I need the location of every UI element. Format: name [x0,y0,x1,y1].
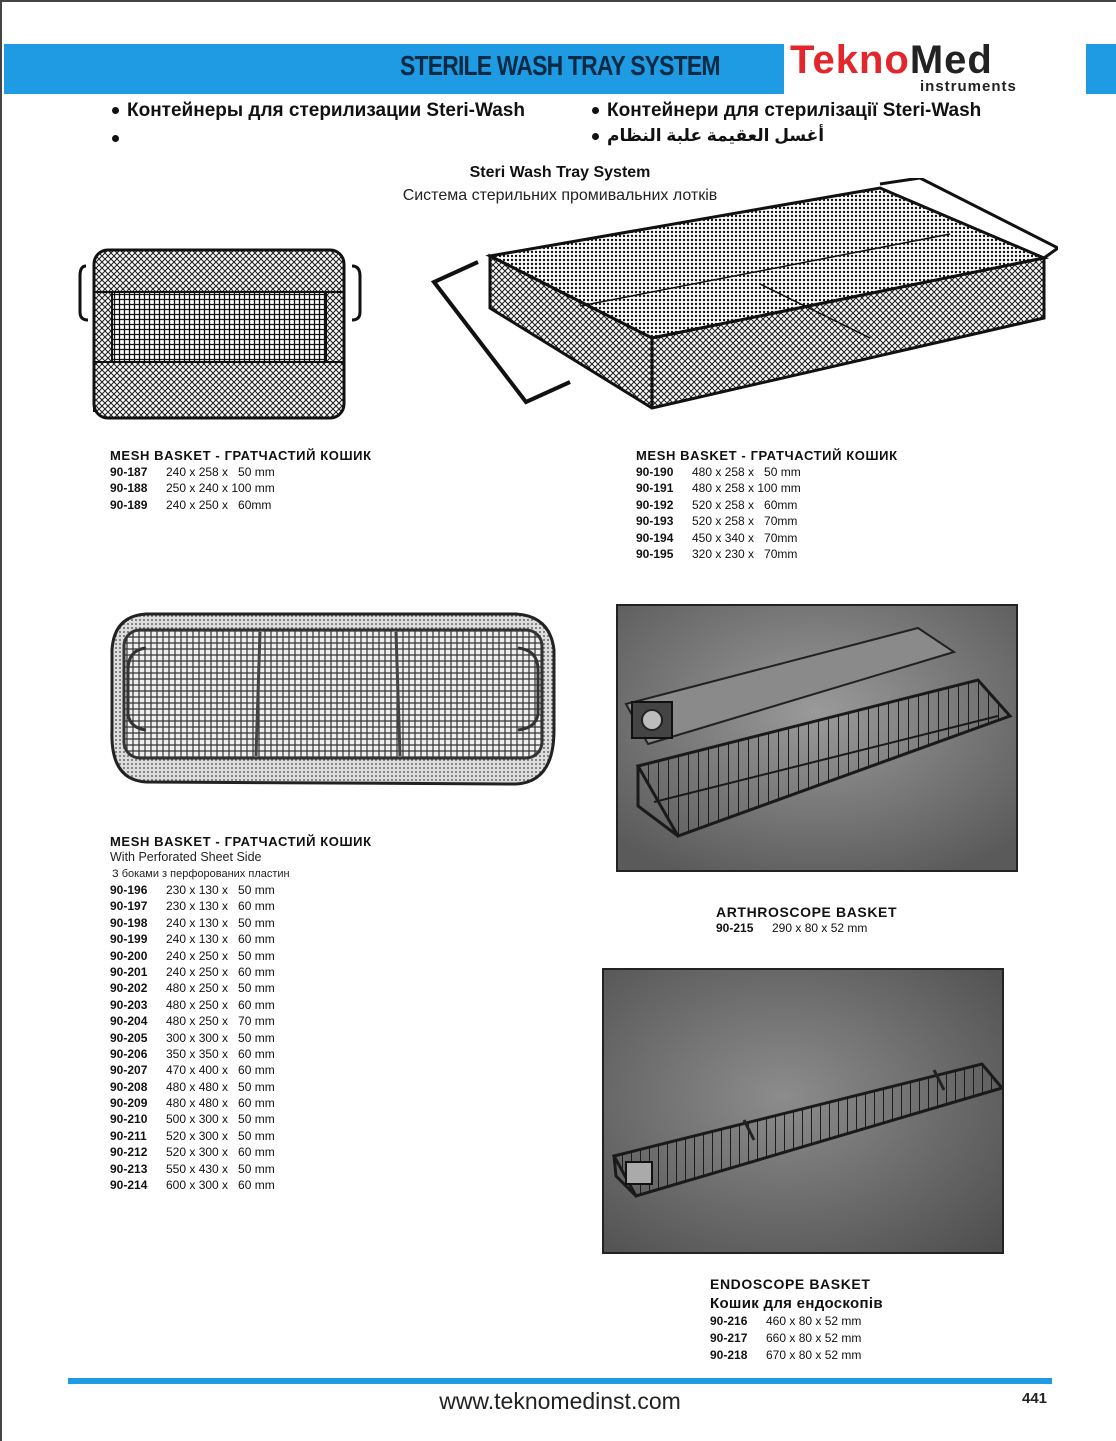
spec-row [110,480,275,496]
mesh-basket-large-image [430,178,1058,426]
spec-row [110,997,275,1013]
product-code: 90-213 [110,1161,148,1176]
page-title: STERILE WASH TRAY SYSTEM [400,50,720,81]
product-code: 90-211 [110,1128,147,1143]
bullet-ukrainian-text: Контейнери для стерилізації Steri-Wash [607,100,982,121]
product-dimensions: 480 x 480 x 60 mm [166,1096,275,1111]
teknomed-logo [790,38,993,83]
product-code: 90-190 [636,465,674,479]
product-dimensions: 480 x 250 x 60 mm [166,997,275,1012]
product-code: 90-202 [110,981,148,996]
product-code: 90-192 [636,497,674,512]
product-code: 90-214 [110,1178,148,1193]
spec-row [110,1177,275,1193]
spec-row [110,1046,275,1062]
spec-row [636,530,801,546]
product-code: 90-194 [636,530,674,545]
product-code: 90-193 [636,514,674,529]
product-dimensions: 480 x 250 x 70 mm [166,1014,275,1029]
spec-row [110,464,275,480]
block4-spec-list [716,920,867,936]
spec-row [110,980,275,996]
block2-spec-list [636,464,801,562]
spec-row [710,1347,861,1364]
logo-text-tekno: Tekno [790,38,910,82]
product-dimensions: 290 x 80 x 52 mm [772,921,868,935]
product-dimensions: 600 x 300 x 60 mm [166,1178,275,1193]
product-code: 90-205 [110,1030,148,1045]
mesh-basket-small-image [72,232,368,428]
product-code: 90-200 [110,948,148,963]
product-code: 90-191 [636,481,674,496]
product-code: 90-189 [110,497,148,512]
bullet-russian-text: Контейнеры для стерилизации Steri-Wash [127,100,525,121]
spec-row [110,915,275,931]
bullet-arabic-text: أغسل العقيمة علبة النظام [607,126,825,145]
block2-heading: MESH BASKET - ГРАТЧАСТИЙ КОШИК [636,448,898,463]
spec-row [110,1095,275,1111]
spec-row [110,1013,275,1029]
product-dimensions: 660 x 80 x 52 mm [766,1331,862,1345]
product-dimensions: 240 x 258 x 50 mm [166,465,275,479]
arthroscope-basket-photo [616,604,1018,872]
block3-spec-list [110,882,275,1193]
product-code: 90-188 [110,481,148,496]
footer-divider [68,1378,1052,1384]
block5-spec-list [710,1313,861,1364]
spec-row [636,546,801,562]
product-dimensions: 520 x 300 x 50 mm [166,1128,275,1143]
section-title: Steri Wash Tray System [469,164,651,181]
product-dimensions: 480 x 480 x 50 mm [166,1079,275,1094]
block3-heading: MESH BASKET - ГРАТЧАСТИЙ КОШИК [110,834,372,849]
bullet-russian [112,100,525,122]
product-dimensions: 550 x 430 x 50 mm [166,1161,275,1176]
product-code: 90-216 [710,1314,748,1328]
block3-subtitle-en: With Perforated Sheet Side [110,850,262,864]
product-code: 90-199 [110,932,148,947]
page-number: 441 [1022,1390,1048,1407]
product-dimensions: 480 x 258 x 100 mm [692,481,801,496]
bullet-ukrainian [592,100,981,122]
product-dimensions: 240 x 250 x 50 mm [166,948,275,963]
product-code: 90-196 [110,883,148,897]
spec-row [636,513,801,529]
product-code: 90-210 [110,1112,148,1127]
block1-spec-list [110,464,275,513]
spec-row [110,948,275,964]
product-dimensions: 670 x 80 x 52 mm [766,1348,862,1362]
product-dimensions: 470 x 400 x 60 mm [166,1063,275,1078]
bullet-dot-icon [112,107,119,114]
spec-row [710,1330,861,1347]
block5-heading: ENDOSCOPE BASKET [710,1276,871,1292]
product-dimensions: 520 x 300 x 60 mm [166,1145,275,1160]
spec-row [110,898,275,914]
product-code: 90-209 [110,1096,148,1111]
product-code: 90-217 [710,1331,748,1345]
spec-row [110,497,275,513]
product-dimensions: 320 x 230 x 70mm [692,546,798,561]
spec-row [636,464,801,480]
product-dimensions: 230 x 130 x 50 mm [166,883,275,897]
bullet-arabic [592,126,824,146]
spec-row [110,1144,275,1160]
spec-row [110,931,275,947]
spec-row [716,920,867,936]
spec-row [110,1079,275,1095]
product-code: 90-201 [110,964,148,979]
product-dimensions: 240 x 250 x 60mm [166,497,272,512]
product-code: 90-204 [110,1014,148,1029]
spec-row [636,480,801,496]
product-code: 90-212 [110,1145,148,1160]
logo-subtitle: instruments [920,78,1017,95]
footer-website-url: www.teknomedinst.com [439,1388,681,1414]
product-dimensions: 350 x 350 x 60 mm [166,1046,275,1061]
block4-heading: ARTHROSCOPE BASKET [716,904,898,920]
product-dimensions: 300 x 300 x 50 mm [166,1030,275,1045]
bullet-dot-icon [592,133,599,140]
product-dimensions: 480 x 250 x 50 mm [166,981,275,996]
product-code: 90-203 [110,997,148,1012]
product-dimensions: 520 x 258 x 70mm [692,514,798,529]
perforated-basket-image [106,610,558,790]
section-subtitle: Система стерильних промивальних лотків [402,187,718,204]
bullet-empty [112,128,127,150]
logo-text-med: Med [909,38,993,82]
product-dimensions: 500 x 300 x 50 mm [166,1112,275,1127]
spec-row [636,497,801,513]
product-dimensions: 240 x 130 x 50 mm [166,915,275,930]
product-code: 90-197 [110,899,148,914]
product-code: 90-218 [710,1348,748,1362]
product-code: 90-207 [110,1063,148,1078]
endoscope-basket-drawing [604,970,1002,1252]
product-dimensions: 450 x 340 x 70mm [692,530,798,545]
product-code: 90-187 [110,465,148,479]
spec-row [110,1030,275,1046]
product-dimensions: 480 x 258 x 50 mm [692,465,801,479]
spec-row [110,1128,275,1144]
spec-row [110,882,275,898]
spec-row [110,1062,275,1078]
bullet-dot-icon [112,135,119,142]
block3-subtitle-uk: З боками з перфорованих пластин [112,868,290,880]
product-dimensions: 230 x 130 x 60 mm [166,899,275,914]
product-code: 90-206 [110,1046,148,1061]
product-code: 90-198 [110,915,148,930]
product-dimensions: 460 x 80 x 52 mm [766,1314,862,1328]
spec-row [710,1313,861,1330]
block1-heading: MESH BASKET - ГРАТЧАСТИЙ КОШИК [110,448,372,463]
spec-row [110,1111,275,1127]
product-code: 90-215 [716,921,754,935]
block5-heading-uk: Кошик для ендоскопів [710,1295,883,1312]
bullet-dot-icon [592,107,599,114]
spec-row [110,1161,275,1177]
spec-row [110,964,275,980]
product-code: 90-208 [110,1079,148,1094]
product-dimensions: 250 x 240 x 100 mm [166,481,275,496]
product-code: 90-195 [636,546,674,561]
endoscope-basket-photo [602,968,1004,1254]
product-dimensions: 520 x 258 x 60mm [692,497,798,512]
arthroscope-basket-drawing [618,606,1016,870]
product-dimensions: 240 x 250 x 60 mm [166,964,275,979]
product-dimensions: 240 x 130 x 60 mm [166,932,275,947]
